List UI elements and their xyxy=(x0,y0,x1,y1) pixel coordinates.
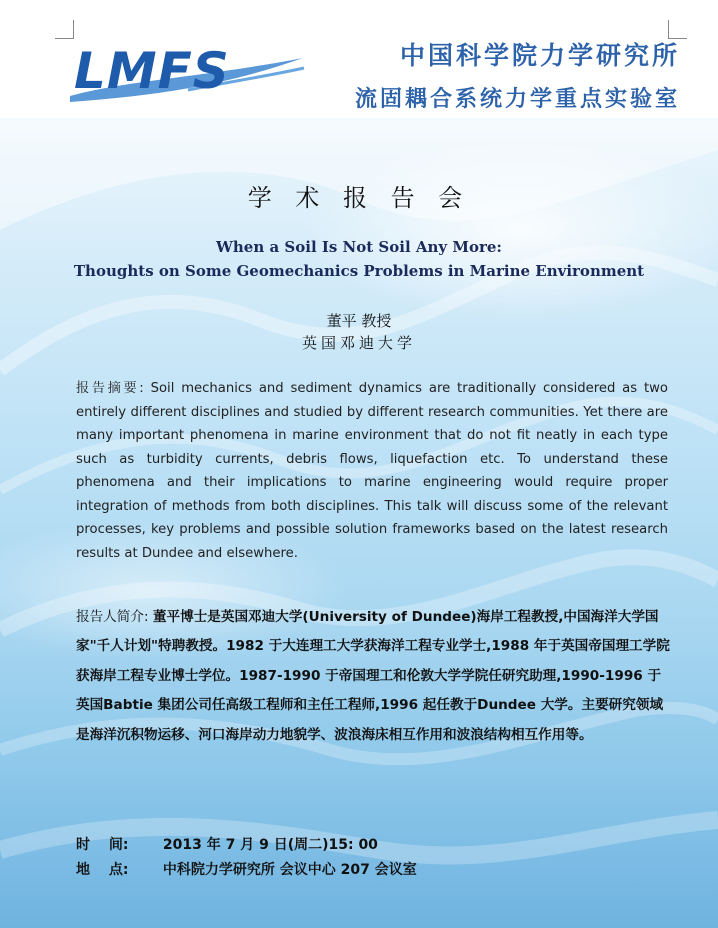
bio-label: 报告人简介: xyxy=(76,609,149,625)
speaker-affiliation: 英国邓迪大学 xyxy=(301,334,416,352)
time-value: 2013 年 7 月 9 日(周二)15: 00 xyxy=(162,837,378,853)
lmfs-logo xyxy=(68,38,308,108)
time-label: 时 间: xyxy=(76,837,129,853)
talk-title-line-2: Thoughts on Some Geomechanics Problems in Marine Environment xyxy=(73,262,645,280)
time-row xyxy=(76,834,378,854)
laboratory-name: 流固耦合系统力学重点实验室 xyxy=(354,86,680,112)
abstract-label: 报告摘要: xyxy=(76,381,144,396)
bio-section xyxy=(76,603,672,750)
speaker-name: 董平 教授 xyxy=(326,312,392,330)
talk-title-line-1: When a Soil Is Not Soil Any More: xyxy=(216,238,502,256)
abstract-text: Soil mechanics and sediment dynamics are traditionally considered as two entirely different disciplines and studied by different research communities. Yet there are many important phenomena in marine environment that do not fit neatly in each type such as turbidity currents, debris flows, liquefaction etc. To understand these phenomena and their implications to marine engineering would require proper integration of methods from both disciplines. This talk will discuss some of the relevant processes, key problems and possible solution frameworks based on the latest research results at Dundee and elsewhere. xyxy=(76,381,668,561)
place-label: 地 点: xyxy=(76,862,129,878)
place-row xyxy=(76,859,417,879)
logo-text: LMFS xyxy=(74,42,230,100)
abstract-section xyxy=(76,377,668,565)
crop-mark-top-left xyxy=(55,20,74,39)
bio-text: 董平博士是英国邓迪大学(University of Dundee)海岸工程教授,中国海洋大学国家"千人计划"特聘教授。1982 于大连理工大学获海洋工程专业学士,1988 年于英国帝国理工学院获海岸工程专业博士学位。1987-1990 于帝国理工和伦敦大学学院任研究助理,1990-1996 于英国Babtie 集团公司任高级工程师和主任工程师,1996 起任教于Dundee 大学。主要研究领域是海洋沉积物运移、河口海岸动力地貌学、波浪海床相互作用和波浪结构相互作用等。 xyxy=(76,609,670,743)
event-title: 学 术 报 告 会 xyxy=(247,184,471,212)
place-value: 中科院力学研究所 会议中心 207 会议室 xyxy=(162,862,417,878)
institute-name: 中国科学院力学研究所 xyxy=(399,41,680,70)
